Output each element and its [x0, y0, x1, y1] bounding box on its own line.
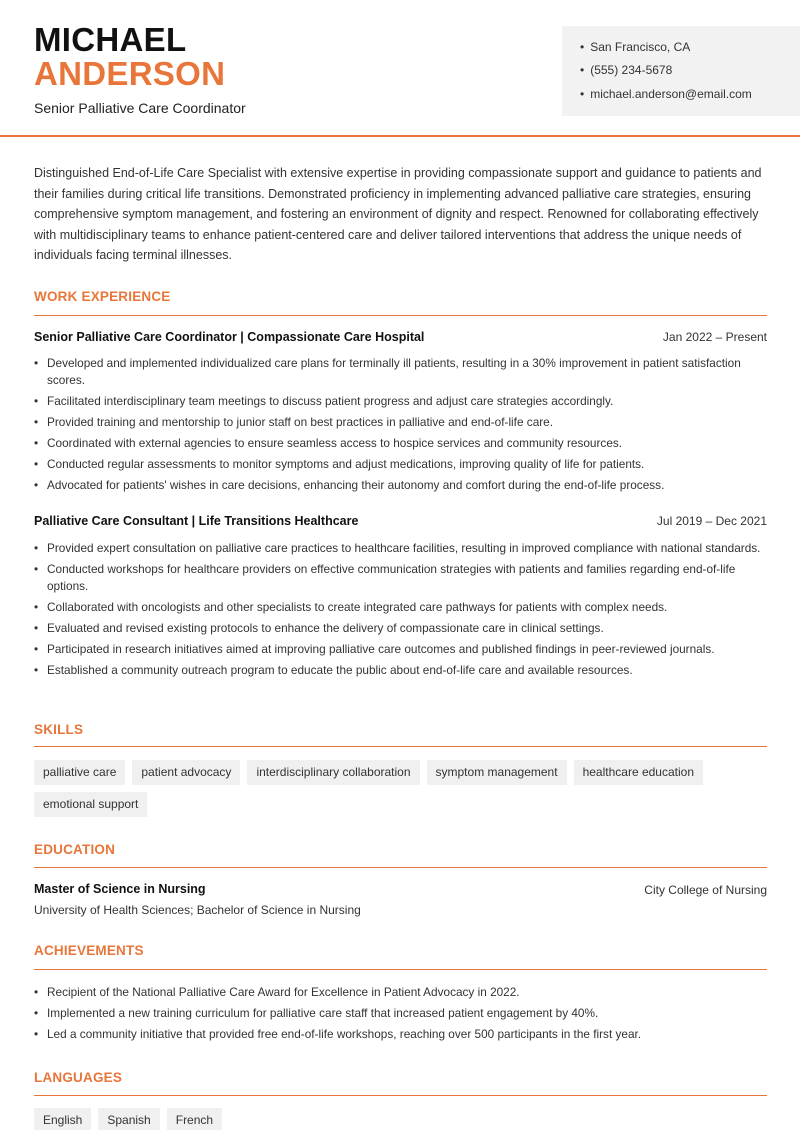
contact-location: • San Francisco, CA — [580, 40, 690, 54]
education-detail: University of Health Sciences; Bachelor of Science in Nursing — [34, 903, 361, 917]
list-item: • Established a community outreach program to educate the public about end-of-life care and available resources. — [34, 662, 767, 679]
job-header — [34, 514, 767, 528]
section-divider — [34, 969, 767, 970]
list-item: • Implemented a new training curriculum for palliative care staff that increased patient engagement by 40%. — [34, 1005, 767, 1022]
achievement-bullets — [34, 984, 767, 1047]
skills-tags — [34, 760, 767, 824]
section-title-education: EDUCATION — [34, 842, 116, 857]
skill-tag: interdisciplinary collaboration — [247, 760, 419, 785]
skill-tag: palliative care — [34, 760, 125, 785]
job-dates: Jan 2022 – Present — [662, 330, 767, 344]
job-bullets — [34, 540, 767, 683]
last-name: ANDERSON — [34, 55, 226, 92]
section-title-work: WORK EXPERIENCE — [34, 289, 171, 304]
section-divider — [34, 315, 767, 316]
skill-tag: emotional support — [34, 792, 147, 817]
job-header — [34, 330, 767, 344]
contact-phone: • (555) 234-5678 — [580, 63, 672, 77]
list-item: • Provided expert consultation on palliative care practices to healthcare facilities, resulting in improved compliance with national standards. — [34, 540, 767, 557]
language-tag: French — [167, 1108, 222, 1130]
contact-box — [562, 26, 800, 116]
job-role: Palliative Care Consultant | Life Transitions Healthcare — [34, 514, 359, 528]
section-divider — [34, 1095, 767, 1096]
section-title-skills: SKILLS — [34, 722, 84, 737]
list-item: • Conducted workshops for healthcare providers on effective communication strategies with patients and families regarding end-of-life options. — [34, 561, 767, 595]
language-tag: Spanish — [98, 1108, 159, 1130]
section-divider — [34, 867, 767, 868]
contact-email[interactable]: • michael.anderson@email.com — [580, 87, 752, 101]
list-item: • Provided training and mentorship to junior staff on best practices in palliative and end-of-life care. — [34, 414, 767, 431]
education-school: City College of Nursing — [644, 883, 767, 897]
language-tag: English — [34, 1108, 91, 1130]
list-item: • Coordinated with external agencies to ensure seamless access to hospice services and community resources. — [34, 435, 767, 452]
list-item: • Participated in research initiatives aimed at improving palliative care outcomes and published findings in peer-reviewed journals. — [34, 641, 767, 658]
list-item: • Led a community initiative that provided free end-of-life workshops, reaching over 500 participants in the first year. — [34, 1026, 767, 1043]
job-title: Senior Palliative Care Coordinator — [34, 100, 246, 116]
skill-tag: healthcare education — [574, 760, 703, 785]
first-name: MICHAEL — [34, 21, 187, 58]
list-item: • Advocated for patients' wishes in care decisions, enhancing their autonomy and comfort during the end-of-life process. — [34, 477, 767, 494]
list-item: • Conducted regular assessments to monitor symptoms and adjust medications, improving quality of life for patients. — [34, 456, 767, 473]
section-divider — [34, 746, 767, 747]
section-title-languages: LANGUAGES — [34, 1070, 123, 1085]
skill-tag: patient advocacy — [132, 760, 240, 785]
list-item: • Facilitated interdisciplinary team meetings to discuss patient progress and adjust care strategies accordingly. — [34, 393, 767, 410]
resume-header — [0, 0, 800, 137]
job-role: Senior Palliative Care Coordinator | Compassionate Care Hospital — [34, 330, 425, 344]
job-dates: Jul 2019 – Dec 2021 — [656, 514, 767, 528]
job-bullets — [34, 355, 767, 498]
education-degree: Master of Science in Nursing — [34, 882, 206, 896]
list-item: • Evaluated and revised existing protocols to enhance the delivery of compassionate care in clinical settings. — [34, 620, 767, 637]
list-item: • Recipient of the National Palliative Care Award for Excellence in Patient Advocacy in 2022. — [34, 984, 767, 1001]
skill-tag: symptom management — [427, 760, 567, 785]
professional-summary: Distinguished End-of-Life Care Specialist with extensive expertise in providing compassionate support and guidance to patients and their families during critical life transitions. Demonstrated proficiency in implementing advanced palliative care strategies, ensuring comprehensive symptom management, and fostering an environment of dignity and respect. Renowned for collaborating effectively with multidisciplinary teams to enhance patient-centered care and deliver tailored interventions that address the unique needs of individuals facing terminal illnesses. — [34, 166, 762, 262]
list-item: • Collaborated with oncologists and other specialists to create integrated care pathways for patients with complex needs. — [34, 599, 767, 616]
language-tags — [34, 1108, 767, 1130]
section-title-achievements: ACHIEVEMENTS — [34, 943, 144, 958]
list-item: • Developed and implemented individualized care plans for terminally ill patients, resulting in a 30% improvement in patient satisfaction scores. — [34, 355, 767, 389]
